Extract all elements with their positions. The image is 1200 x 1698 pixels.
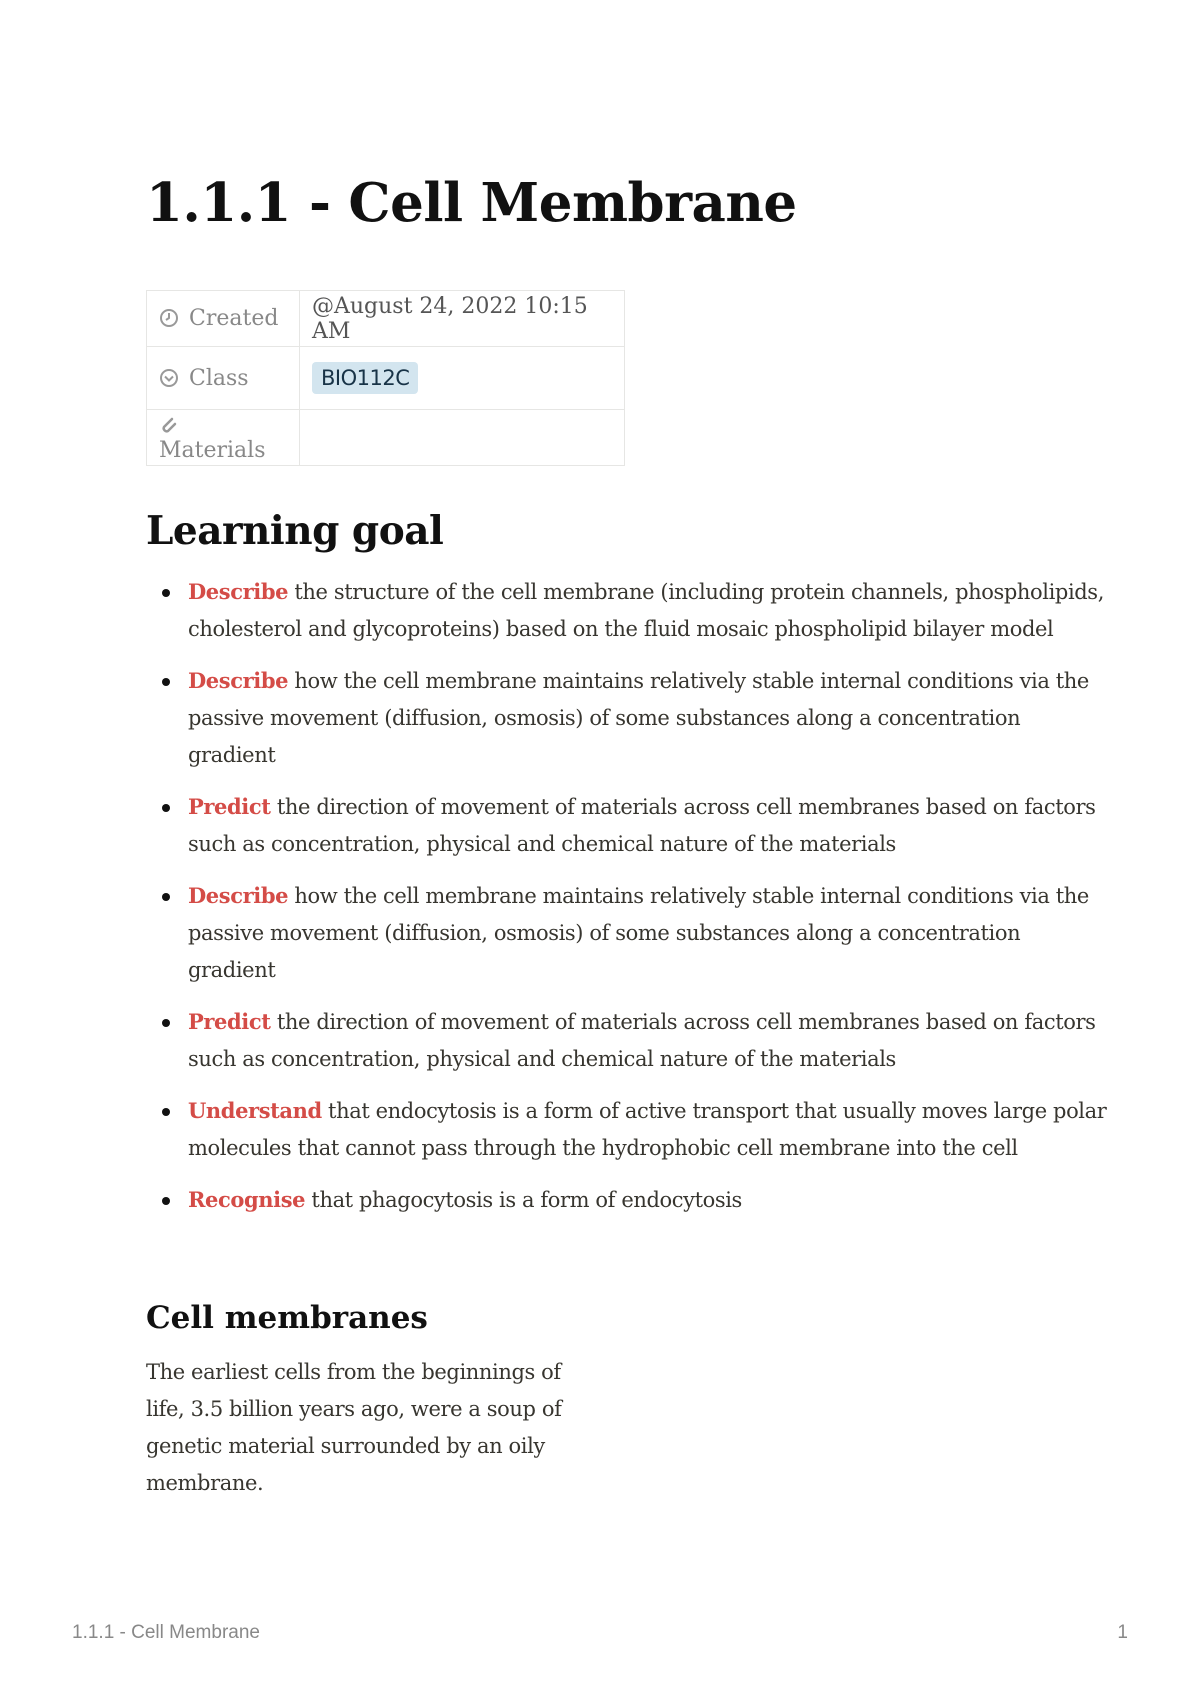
- goal-text: the direction of movement of materials across cell membranes based on factors such as concentration, physical and chemical nature of the materials: [188, 1010, 1096, 1071]
- footer-title: 1.1.1 - Cell Membrane: [72, 1622, 260, 1643]
- property-row-created: [147, 291, 625, 347]
- list-item: [188, 1181, 1108, 1219]
- list-item: [188, 788, 1108, 863]
- page-title: 1.1.1 - Cell Membrane: [146, 172, 797, 234]
- goal-verb: Describe: [188, 668, 289, 693]
- select-icon: [159, 368, 179, 388]
- goal-text: the direction of movement of materials across cell membranes based on factors such as concentration, physical and chemical nature of the materials: [188, 795, 1096, 856]
- property-row-materials: [147, 410, 625, 466]
- paperclip-icon: [159, 415, 179, 435]
- property-label: Created: [189, 306, 279, 331]
- property-label: Materials: [159, 437, 266, 463]
- list-item: [188, 877, 1108, 989]
- property-value-created[interactable]: @August 24, 2022 10:15 AM: [300, 291, 625, 347]
- clock-icon: [159, 308, 179, 328]
- goal-verb: Understand: [188, 1098, 322, 1123]
- property-row-class: [147, 347, 625, 410]
- list-item: [188, 1092, 1108, 1167]
- learning-goal-list: [146, 573, 1108, 1233]
- cell-membranes-paragraph: The earliest cells from the beginnings of life, 3.5 billion years ago, were a soup of genetic material surrounded by an oily membrane.: [146, 1360, 562, 1495]
- goal-verb: Predict: [188, 794, 271, 819]
- learning-goal-heading: Learning goal: [146, 508, 444, 554]
- class-tag[interactable]: BIO112C: [312, 362, 418, 394]
- list-item: [188, 573, 1108, 648]
- cell-membranes-heading: Cell membranes: [146, 1300, 428, 1336]
- property-label: Class: [189, 365, 249, 391]
- goal-verb: Predict: [188, 1009, 271, 1034]
- goal-text: the structure of the cell membrane (including protein channels, phospholipids, cholesterol and glycoproteins) based on the fluid mosaic phospholipid bilayer model: [188, 580, 1104, 641]
- property-value-class[interactable]: [300, 347, 625, 410]
- goal-text: how the cell membrane maintains relatively stable internal conditions via the passive movement (diffusion, osmosis) of some substances along a concentration gradient: [188, 884, 1089, 982]
- properties-table: [146, 290, 625, 466]
- goal-verb: Describe: [188, 883, 289, 908]
- goal-text: that endocytosis is a form of active transport that usually moves large polar molecules that cannot pass through the hydrophobic cell membrane into the cell: [188, 1099, 1107, 1160]
- goal-text: that phagocytosis is a form of endocytosis: [305, 1188, 742, 1212]
- footer-page-number: 1: [1117, 1622, 1128, 1643]
- goal-verb: Recognise: [188, 1187, 306, 1212]
- goal-verb: Describe: [188, 579, 289, 604]
- list-item: [188, 1003, 1108, 1078]
- goal-text: how the cell membrane maintains relatively stable internal conditions via the passive movement (diffusion, osmosis) of some substances along a concentration gradient: [188, 669, 1089, 767]
- property-value-materials[interactable]: [300, 410, 625, 466]
- list-item: [188, 662, 1108, 774]
